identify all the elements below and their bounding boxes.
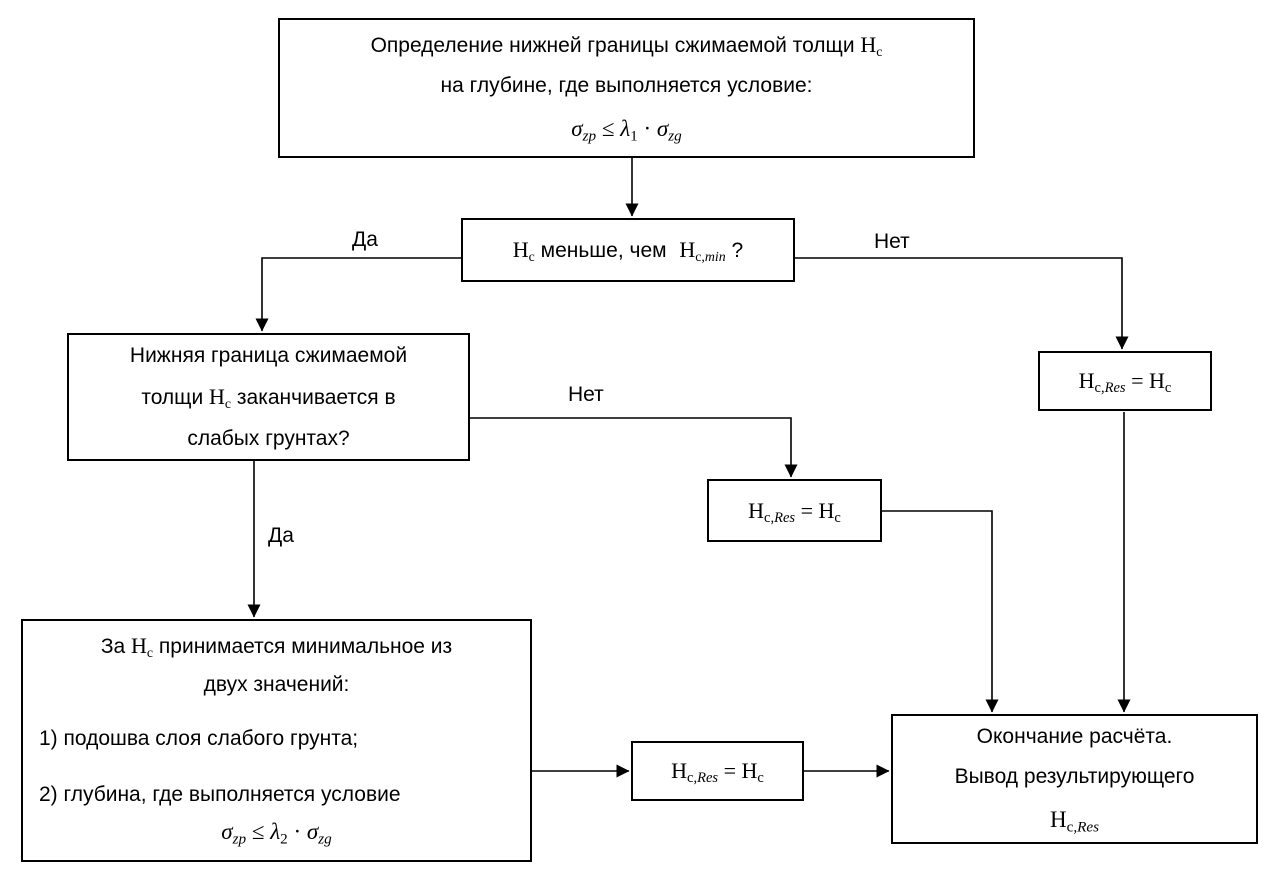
math-base-H: H: [209, 384, 225, 409]
math-equals-operator: =: [795, 497, 819, 523]
math-sub-c: c: [1164, 380, 1172, 397]
math-base-H: H: [748, 497, 765, 523]
math-sub-res: Res: [1077, 817, 1100, 835]
math-base-H: H: [679, 237, 696, 262]
edge-label-yes-bottom: Да: [268, 524, 294, 547]
end-line1: Окончание расчёта.: [976, 724, 1173, 748]
math-lambda: λ: [270, 819, 281, 844]
weak-line2-post: заканчивается в: [231, 386, 396, 409]
math-sub-cres: [764, 510, 795, 526]
math-sigma: σ: [221, 819, 233, 844]
math-sub-c-comma: c,: [1066, 817, 1078, 835]
math-sub-zg: zg: [318, 830, 332, 848]
math-equals-operator: =: [718, 758, 742, 783]
math-base-H: H: [671, 758, 688, 783]
weak-line1: Нижняя граница сжимаемой: [129, 344, 408, 367]
weak-line2: [141, 376, 395, 418]
math-sub-cres: [1095, 380, 1126, 396]
min-two-item2: 2) глубина, где выполняется условие: [39, 783, 401, 806]
math-sub-1: 1: [630, 127, 638, 145]
arrow-decision-yes-to-weak: [262, 258, 461, 331]
start-line1-text: Определение нижней границы сжимаемой толщи: [370, 34, 861, 57]
math-sub-c-comma: c,: [687, 770, 698, 787]
min-of-two-values-box: [21, 619, 532, 862]
math-lambda: λ: [620, 116, 631, 141]
math-base-H: H: [1149, 368, 1165, 393]
math-sub-c-comma: c,: [695, 248, 705, 264]
math-sub-zp: zp: [582, 127, 597, 145]
decision-text: [513, 237, 743, 263]
math-sub-c: c: [834, 509, 841, 526]
math-sub-cres: [687, 770, 718, 786]
start-box: [278, 18, 975, 158]
end-result-symbol: [1050, 797, 1099, 842]
start-formula: [571, 106, 682, 151]
min-two-formula: [221, 811, 332, 852]
math-base-H: H: [1078, 368, 1095, 393]
result-equation: [748, 498, 841, 524]
weak-line3: слабых грунтах?: [187, 427, 350, 450]
start-line2: на глубине, где выполняется условие:: [440, 74, 813, 97]
math-sub-zg: zg: [668, 127, 682, 145]
result-box-bottom: [631, 741, 804, 801]
math-sub-2: 2: [280, 830, 288, 848]
min-two-paragraph: [101, 627, 452, 704]
math-base-H: H: [131, 633, 147, 658]
math-sub-c: c: [528, 248, 535, 264]
math-sub-min: min: [704, 248, 726, 264]
math-sigma: σ: [306, 819, 319, 844]
arrow-weak-no-to-res-mid: [470, 418, 791, 477]
start-line1: [371, 25, 883, 66]
min-two-line1-post: принимается минимальное из: [153, 635, 453, 658]
math-sub-c: c: [146, 644, 154, 660]
decision-mid-text: меньше, чем: [534, 239, 673, 262]
decision-hc-min-box: [461, 218, 795, 282]
edge-label-no-top: Нет: [874, 230, 910, 253]
math-sub-c-comma: c,: [764, 509, 775, 526]
arrow-decision-no-to-res-right: [795, 258, 1122, 349]
math-sub-c: c: [757, 770, 764, 787]
end-line2: Вывод результирующего: [954, 764, 1195, 788]
math-leq-operator: ≤: [246, 819, 271, 844]
min-two-line1-pre: За: [100, 635, 132, 658]
math-sub-cres: [1067, 818, 1099, 835]
min-two-line1: [101, 627, 452, 666]
math-leq-operator: ≤: [596, 116, 621, 141]
result-equation: [1078, 368, 1172, 397]
math-base-H: H: [860, 32, 877, 57]
result-equation: [671, 758, 764, 787]
arrow-res-mid-to-end: [882, 511, 992, 712]
result-box-middle: [707, 479, 882, 542]
math-base-H: H: [1049, 806, 1067, 832]
math-sub-res: Res: [697, 770, 719, 787]
math-sub-cmin: [695, 248, 725, 264]
math-sub-res: Res: [1104, 380, 1126, 397]
math-sub-res: Res: [774, 509, 796, 526]
math-sub-c-comma: c,: [1094, 380, 1105, 397]
edge-label-yes-top: Да: [352, 228, 378, 251]
weak-soil-question-box: [67, 333, 470, 461]
math-equals-operator: =: [1125, 368, 1149, 393]
math-base-H: H: [512, 237, 529, 262]
math-sub-zp: zp: [232, 830, 247, 848]
math-sigma: σ: [656, 116, 669, 141]
min-two-line2: двух значений:: [203, 673, 350, 696]
math-sub-c: c: [224, 395, 232, 411]
edge-label-no-middle: Нет: [568, 383, 604, 406]
result-box-right: [1038, 351, 1212, 411]
math-base-H: H: [741, 758, 758, 783]
decision-question-mark: ?: [725, 239, 744, 262]
math-sub-c: c: [876, 43, 883, 59]
min-two-item1: 1) подошва слоя слабого грунта;: [39, 727, 359, 750]
weak-line2-pre: толщи: [141, 386, 210, 409]
math-dot-operator: ·: [287, 819, 307, 844]
math-dot-operator: ·: [637, 116, 657, 141]
end-box: [891, 714, 1258, 844]
math-sigma: σ: [571, 116, 583, 141]
math-base-H: H: [818, 497, 835, 523]
